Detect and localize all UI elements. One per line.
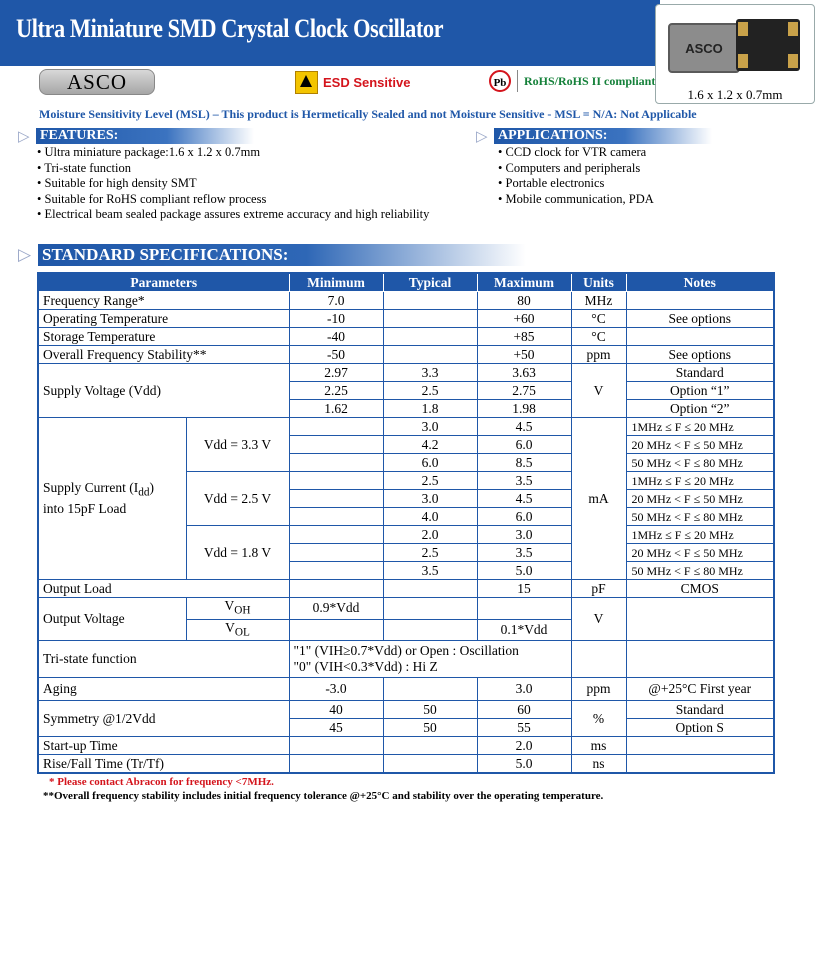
max-cell: +85	[477, 328, 571, 346]
note-cell: @+25°C First year	[626, 678, 774, 701]
typ-cell: 3.0	[383, 418, 477, 436]
msl-statement: Moisture Sensitivity Level (MSL) – This product is Hermetically Sealed and not Moisture Sensitive - MSL = N/A: Not Applicable	[39, 107, 697, 121]
min-cell: -3.0	[289, 678, 383, 701]
specs-heading	[18, 244, 526, 266]
unit-cell: °C	[571, 328, 626, 346]
column-header: Units	[571, 273, 626, 292]
list-item: • CCD clock for VTR camera	[498, 145, 647, 159]
max-cell: 60	[477, 701, 571, 719]
typ-cell	[383, 598, 477, 620]
features-heading	[18, 128, 254, 144]
esd-label: ESD Sensitive	[323, 75, 411, 90]
param-cell: Output Load	[38, 580, 289, 598]
typ-cell: 3.0	[383, 490, 477, 508]
max-cell: 3.63	[477, 364, 571, 382]
applications-heading	[476, 128, 712, 144]
typ-cell: 50	[383, 701, 477, 719]
unit-cell: ppm	[571, 678, 626, 701]
param-cell: Operating Temperature	[38, 310, 289, 328]
chip-bottom-image	[736, 19, 800, 71]
min-cell	[289, 619, 383, 641]
vdd-group-label: Vdd = 3.3 V	[186, 418, 289, 472]
max-cell: 55	[477, 719, 571, 737]
typ-cell	[383, 619, 477, 641]
min-cell	[289, 436, 383, 454]
table-row	[38, 346, 774, 364]
table-header-row	[38, 273, 774, 292]
table-row	[38, 292, 774, 310]
unit-cell: °C	[571, 310, 626, 328]
table-row	[38, 364, 774, 382]
min-cell: 7.0	[289, 292, 383, 310]
note-cell: Option “2”	[626, 400, 774, 418]
min-cell	[289, 418, 383, 436]
table-row	[38, 755, 774, 774]
note-cell	[626, 737, 774, 755]
brand-logo: ASCO	[39, 69, 155, 95]
note-cell: Standard	[626, 364, 774, 382]
min-cell	[289, 508, 383, 526]
typ-cell: 1.8	[383, 400, 477, 418]
supply-current-sub: dd	[138, 486, 150, 499]
divider	[517, 70, 518, 92]
typ-cell	[383, 328, 477, 346]
list-item: • Mobile communication, PDA	[498, 191, 654, 206]
max-cell: 6.0	[477, 508, 571, 526]
typ-cell: 2.0	[383, 526, 477, 544]
note-cell	[626, 755, 774, 774]
typ-cell	[383, 678, 477, 701]
max-cell: +50	[477, 346, 571, 364]
typ-cell	[383, 310, 477, 328]
voh-sub: OH	[234, 604, 251, 617]
min-cell	[289, 580, 383, 598]
tristate-desc	[289, 641, 571, 678]
note-cell	[626, 292, 774, 310]
table-row	[38, 598, 774, 620]
typ-cell: 50	[383, 719, 477, 737]
min-cell: -10	[289, 310, 383, 328]
column-header: Minimum	[289, 273, 383, 292]
note-cell: 50 MHz < F ≤ 80 MHz	[626, 562, 774, 580]
min-cell: 2.97	[289, 364, 383, 382]
max-cell: 5.0	[477, 755, 571, 774]
rohs-badge	[489, 70, 655, 92]
max-cell: 1.98	[477, 400, 571, 418]
param-cell: Overall Frequency Stability**	[38, 346, 289, 364]
note-cell: 1MHz ≤ F ≤ 20 MHz	[626, 526, 774, 544]
footnote-frequency: * Please contact Abracon for frequency <7MHz.	[49, 776, 274, 788]
max-cell: 15	[477, 580, 571, 598]
list-item: • Ultra miniature package:1.6 x 1.2 x 0.7mm	[37, 145, 261, 159]
note-cell: See options	[626, 346, 774, 364]
table-row	[38, 418, 774, 436]
min-cell: -50	[289, 346, 383, 364]
typ-cell: 2.5	[383, 544, 477, 562]
supply-current-paren: )	[149, 480, 154, 496]
max-cell: 3.0	[477, 526, 571, 544]
list-item: • Suitable for RoHS compliant reflow process	[37, 191, 267, 206]
tristate-line: "0" (VIH<0.3*Vdd) : Hi Z	[293, 659, 438, 675]
arrow-icon: ▷	[18, 128, 30, 145]
package-dimensions: 1.6 x 1.2 x 0.7mm	[687, 87, 783, 102]
unit-cell: ms	[571, 737, 626, 755]
param-cell: Storage Temperature	[38, 328, 289, 346]
max-cell: 6.0	[477, 436, 571, 454]
max-cell: 4.5	[477, 490, 571, 508]
table-row	[38, 678, 774, 701]
max-cell: 8.5	[477, 454, 571, 472]
arrow-icon: ▷	[476, 128, 488, 145]
unit-cell: mA	[571, 418, 626, 580]
min-cell: 40	[289, 701, 383, 719]
unit-cell	[571, 641, 626, 678]
unit-cell: V	[571, 364, 626, 418]
table-row	[38, 737, 774, 755]
esd-warning-icon	[295, 71, 318, 94]
min-cell: -40	[289, 328, 383, 346]
table-row	[38, 328, 774, 346]
typ-cell	[383, 580, 477, 598]
chip-label: ASCO	[685, 40, 723, 56]
column-header: Maximum	[477, 273, 571, 292]
max-cell: +60	[477, 310, 571, 328]
vol-sub: OL	[234, 626, 250, 639]
note-cell	[626, 641, 774, 678]
list-item: • Computers and peripherals	[498, 160, 641, 175]
param-cell	[38, 418, 186, 580]
typ-cell: 2.5	[383, 472, 477, 490]
rohs-label: RoHS/RoHS II compliant	[524, 73, 656, 88]
param-cell: Supply Voltage (Vdd)	[38, 364, 289, 418]
max-cell: 3.5	[477, 544, 571, 562]
max-cell: 2.75	[477, 382, 571, 400]
unit-cell: ns	[571, 755, 626, 774]
list-item: • Electrical beam sealed package assures extreme accuracy and high reliability	[37, 207, 430, 221]
max-cell: 0.1*Vdd	[477, 619, 571, 641]
param-cell: Start-up Time	[38, 737, 289, 755]
note-cell	[626, 328, 774, 346]
table-row	[38, 641, 774, 678]
page-title: Ultra Miniature SMD Crystal Clock Oscillator	[16, 14, 444, 43]
arrow-icon: ▷	[18, 245, 32, 264]
param-cell: Output Voltage	[38, 598, 186, 641]
note-cell: CMOS	[626, 580, 774, 598]
max-cell: 5.0	[477, 562, 571, 580]
voh-label: V	[224, 598, 235, 613]
min-cell	[289, 737, 383, 755]
max-cell	[477, 598, 571, 620]
param-cell: Rise/Fall Time (Tr/Tf)	[38, 755, 289, 774]
param-cell: Aging	[38, 678, 289, 701]
max-cell: 3.0	[477, 678, 571, 701]
lead-free-icon: Pb	[489, 70, 511, 92]
note-cell: 50 MHz < F ≤ 80 MHz	[626, 508, 774, 526]
note-cell: 20 MHz < F ≤ 50 MHz	[626, 490, 774, 508]
note-cell: See options	[626, 310, 774, 328]
max-cell: 2.0	[477, 737, 571, 755]
max-cell: 80	[477, 292, 571, 310]
min-cell: 0.9*Vdd	[289, 598, 383, 620]
param-cell: Symmetry @1/2Vdd	[38, 701, 289, 737]
unit-cell: pF	[571, 580, 626, 598]
note-cell: 50 MHz < F ≤ 80 MHz	[626, 454, 774, 472]
table-row	[38, 310, 774, 328]
note-cell: Option S	[626, 719, 774, 737]
unit-cell: MHz	[571, 292, 626, 310]
column-header: Notes	[626, 273, 774, 292]
typ-cell	[383, 755, 477, 774]
unit-cell: %	[571, 701, 626, 737]
typ-cell: 4.0	[383, 508, 477, 526]
chip-image	[668, 23, 740, 73]
min-cell	[289, 544, 383, 562]
tristate-line: "1" (VIH≥0.7*Vdd) or Open : Oscillation	[293, 643, 519, 659]
column-header: Typical	[383, 273, 477, 292]
vol-cell	[186, 619, 289, 641]
title-bar	[0, 0, 660, 66]
note-cell: 1MHz ≤ F ≤ 20 MHz	[626, 472, 774, 490]
param-cell: Frequency Range*	[38, 292, 289, 310]
typ-cell: 3.3	[383, 364, 477, 382]
min-cell	[289, 562, 383, 580]
spec-table	[37, 272, 775, 774]
typ-cell: 3.5	[383, 562, 477, 580]
typ-cell	[383, 346, 477, 364]
min-cell	[289, 472, 383, 490]
features-list	[37, 145, 429, 223]
typ-cell: 6.0	[383, 454, 477, 472]
column-header: Parameters	[38, 273, 289, 292]
note-cell: Option “1”	[626, 382, 774, 400]
specs-title: STANDARD SPECIFICATIONS:	[38, 244, 526, 266]
list-item: • Suitable for high density SMT	[37, 176, 197, 190]
esd-badge	[295, 71, 410, 94]
unit-cell: V	[571, 598, 626, 641]
min-cell	[289, 755, 383, 774]
typ-cell	[383, 292, 477, 310]
param-cell: Tri-state function	[38, 641, 289, 678]
min-cell	[289, 454, 383, 472]
applications-title: APPLICATIONS:	[494, 128, 712, 144]
supply-current-label: Supply Current (I	[43, 480, 139, 496]
vdd-group-label: Vdd = 1.8 V	[186, 526, 289, 580]
min-cell: 45	[289, 719, 383, 737]
note-cell: 1MHz ≤ F ≤ 20 MHz	[626, 418, 774, 436]
note-cell: Standard	[626, 701, 774, 719]
vdd-group-label: Vdd = 2.5 V	[186, 472, 289, 526]
max-cell: 3.5	[477, 472, 571, 490]
table-row	[38, 580, 774, 598]
min-cell: 1.62	[289, 400, 383, 418]
features-title: FEATURES:	[36, 128, 254, 144]
supply-current-load: into 15pF Load	[43, 500, 127, 516]
voh-cell	[186, 598, 289, 620]
vol-label: V	[225, 619, 235, 635]
list-item: • Tri-state function	[37, 160, 131, 175]
min-cell	[289, 490, 383, 508]
note-cell	[626, 598, 774, 641]
max-cell: 4.5	[477, 418, 571, 436]
applications-list	[498, 145, 654, 207]
min-cell: 2.25	[289, 382, 383, 400]
footnote-stability: **Overall frequency stability includes initial frequency tolerance @+25°C and stability over the operating temperature.	[43, 790, 604, 802]
table-row	[38, 701, 774, 719]
typ-cell: 2.5	[383, 382, 477, 400]
list-item: • Portable electronics	[498, 176, 605, 190]
product-image	[655, 4, 815, 104]
unit-cell: ppm	[571, 346, 626, 364]
typ-cell	[383, 737, 477, 755]
typ-cell: 4.2	[383, 436, 477, 454]
min-cell	[289, 526, 383, 544]
note-cell: 20 MHz < F ≤ 50 MHz	[626, 436, 774, 454]
note-cell: 20 MHz < F ≤ 50 MHz	[626, 544, 774, 562]
